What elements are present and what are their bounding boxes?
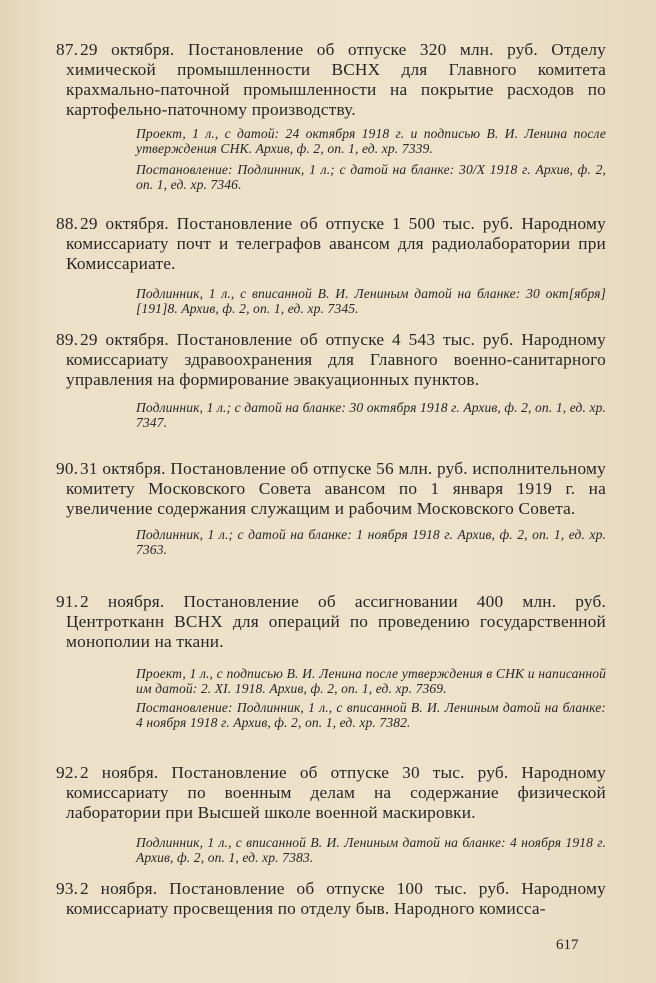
entry-number: 89. — [56, 330, 79, 349]
entry-92 — [56, 763, 606, 865]
entry-87 — [56, 40, 606, 192]
entry-91 — [56, 592, 606, 730]
entry-text: 29 октября. Постановление об отпуске 4 543 тыс. руб. Народному комиссариату здравоохранения для Главного военно-санитарного управления на формирование эвакуационных пунктов. — [66, 330, 606, 389]
entry-note: Подлинник, 1 л., с вписанной В. И. Лениным датой на бланке: 4 ноября 1918 г. Архив, ф. 2, оп. 1, ед. хр. 7383. — [136, 835, 606, 865]
entry-number: 92. — [56, 763, 79, 782]
entry-text: 2 ноября. Постановление об ассигновании 400 млн. руб. Центротканн ВСНХ для операций по проведению государственной монополии на ткани. — [66, 592, 606, 651]
entry-number: 93. — [56, 879, 79, 898]
entry-text: 2 ноября. Постановление об отпуске 100 тыс. руб. Народному комиссариату просвещения по отделу быв. Народного комисса- — [66, 879, 606, 918]
entry-note: Постановление: Подлинник, 1 л., с вписанной В. И. Лениным датой на бланке: 4 ноября 1918 г. Архив, ф. 2, оп. 1, ед. хр. 7382. — [136, 700, 606, 730]
entry-text: 2 ноября. Постановление об отпуске 30 тыс. руб. Народному комиссариату по военным делам на содержание физической лаборатории при Высшей школе военной маскировки. — [66, 763, 606, 822]
entry-note: Проект, 1 л., с датой: 24 октября 1918 г. и подписью В. И. Ленина после утверждения СНК. Архив, ф. 2, оп. 1, ед. хр. 7339. — [136, 126, 606, 156]
entry-number: 90. — [56, 459, 79, 478]
entry-89 — [56, 330, 607, 430]
entry-88 — [56, 214, 606, 316]
entry-number: 87. — [56, 40, 79, 59]
entry-note: Подлинник, 1 л.; с датой на бланке: 30 октября 1918 г. Архив, ф. 2, оп. 1, ед. хр. 7347. — [136, 400, 607, 430]
entry-note: Постановление: Подлинник, 1 л.; с датой на бланке: 30/X 1918 г. Архив, ф. 2, оп. 1, ед. хр. 7346. — [136, 162, 606, 192]
entry-note: Проект, 1 л., с подписью В. И. Ленина после утверждения в СНК и написанной им датой: 2. XI. 1918. Архив, ф. 2, оп. 1, ед. хр. 7369. — [136, 666, 606, 696]
entry-text: 29 октября. Постановление об отпуске 1 500 тыс. руб. Народному комиссариату почт и телеграфов авансом для радиолаборатории при Комиссариате. — [66, 214, 606, 273]
entry-93 — [56, 879, 606, 919]
entry-text: 29 октября. Постановление об отпуске 320 млн. руб. Отделу химической промышленности ВСНХ для Главного комитета крахмально-паточной промышленности на покрытие расходов по картофельно-паточному производству. — [66, 40, 606, 119]
entry-text: 31 октября. Постановление об отпуске 56 млн. руб. исполнительному комитету Московского Совета авансом по 1 января 1919 г. на увеличение содержания служащим и рабочим Московского Совета. — [66, 459, 606, 518]
page-number: 617 — [556, 937, 579, 953]
entry-note: Подлинник, 1 л.; с датой на бланке: 1 ноября 1918 г. Архив, ф. 2, оп. 1, ед. хр. 7363. — [136, 527, 606, 557]
entry-90 — [56, 459, 606, 557]
entry-note: Подлинник, 1 л., с вписанной В. И. Лениным датой на бланке: 30 окт[ября] [191]8. Архив, ф. 2, оп. 1, ед. хр. 7345. — [136, 286, 606, 316]
entry-number: 88. — [56, 214, 79, 233]
entry-number: 91. — [56, 592, 79, 611]
